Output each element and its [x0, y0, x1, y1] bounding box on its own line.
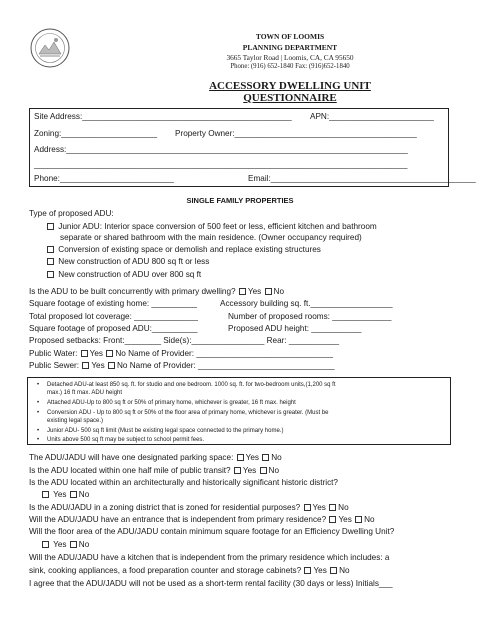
checkbox-icon[interactable] — [47, 246, 54, 253]
checkbox-icon[interactable] — [329, 504, 336, 511]
floor-area-answer: Yes No — [41, 540, 89, 550]
accessory-sqft-field[interactable]: Accessory building sq. ft.__________________ — [220, 299, 393, 308]
bullet-icon: • — [37, 437, 40, 443]
site-address-field[interactable]: Site Address:______________________________________________ — [34, 112, 292, 121]
historic-answer: Yes No — [41, 490, 89, 500]
adu-type-junior-cont: separate or shared bathroom with the main residence. (Owner occupancy required) — [60, 233, 362, 242]
checkbox-icon[interactable] — [260, 467, 267, 474]
checkbox-icon[interactable] — [330, 567, 337, 574]
address-field[interactable]: Address:___________________________________________________________________________ — [34, 145, 408, 154]
checkbox-icon[interactable] — [237, 454, 244, 461]
lot-coverage-field[interactable]: Total proposed lot coverage: ______________ — [29, 312, 198, 321]
question-parking: The ADU/JADU will have one designated parking space: Yes No — [29, 453, 282, 462]
checkbox-icon[interactable] — [304, 567, 311, 574]
zoning-field[interactable]: Zoning:_____________________ — [34, 129, 157, 138]
adu-type-junior[interactable]: Junior ADU: Interior space conversion of 500 feet or less, efficient kitchen and bathroom — [46, 222, 377, 232]
form-subtitle: QUESTIONNAIRE — [243, 92, 337, 104]
checkbox-icon[interactable] — [82, 362, 89, 369]
checkbox-icon[interactable] — [106, 350, 113, 357]
note-conversion-cont: existing legal space.) — [47, 418, 104, 424]
adu-type-conversion[interactable]: Conversion of existing space or demolish and replace existing structures — [46, 245, 321, 255]
department-name: PLANNING DEPARTMENT — [242, 43, 338, 52]
bullet-icon: • — [37, 428, 40, 434]
question-kitchen: Will the ADU/JADU have a kitchen that is independent from the primary residence which includes: a — [29, 553, 390, 562]
setbacks-field[interactable]: Proposed setbacks: Front:________ Side(s):________________ Rear: ___________ — [29, 336, 339, 345]
checkbox-icon[interactable] — [329, 516, 336, 523]
concurrent-question: Is the ADU to be built concurrently with primary dwelling? Yes No — [29, 287, 284, 296]
adu-height-field[interactable]: Proposed ADU height: ___________ — [228, 324, 362, 333]
rooms-field[interactable]: Number of proposed rooms: _____________ — [228, 312, 392, 321]
checkbox-icon[interactable] — [265, 288, 272, 295]
question-floor-area: Will the floor area of the ADU/JADU contain minimum square footage for an Efficiency Dwelling Unit? — [29, 527, 395, 536]
note-junior: Junior ADU- 500 sq ft limit (Must be existing legal space connected to the primary home.) — [47, 428, 284, 434]
note-school-fees: Units above 500 sq ft may be subject to school permit fees. — [47, 437, 205, 443]
form-title: ACCESSORY DWELLING UNIT — [209, 80, 371, 92]
question-kitchen-cont: sink, cooking appliances, a food preparation counter and storage cabinets? Yes No — [29, 566, 350, 575]
phone-fax: Phone: (916) 652-1840 Fax: (916)652-1840 — [230, 63, 350, 70]
checkbox-icon[interactable] — [262, 454, 269, 461]
town-seal-logo — [30, 28, 70, 68]
checkbox-icon[interactable] — [47, 271, 54, 278]
checkbox-icon[interactable] — [42, 541, 49, 548]
checkbox-icon[interactable] — [239, 288, 246, 295]
town-name: TOWN OF LOOMIS — [255, 32, 325, 41]
checkbox-icon[interactable] — [70, 491, 77, 498]
checkbox-icon[interactable] — [355, 516, 362, 523]
checkbox-icon[interactable] — [47, 258, 54, 265]
checkbox-icon[interactable] — [81, 350, 88, 357]
property-owner-field[interactable]: Property Owner:________________________________________ — [175, 129, 417, 138]
checkbox-icon[interactable] — [108, 362, 115, 369]
adu-type-new-small[interactable]: New construction of ADU 800 sq ft or less — [46, 257, 209, 267]
public-sewer-row: Public Sewer: Yes No Name of Provider: ______________________________ — [29, 361, 335, 370]
note-conversion: Conversion ADU - Up to 800 sq ft or 50% of the floor area of primary home, whichever is greater. (Must be — [47, 410, 329, 416]
note-detached: Detached ADU-at least 850 sq. ft. for studio and one bedroom. 1000 sq. ft. for two-bedroom units,(1,200 sq ft — [47, 382, 336, 388]
checkbox-icon[interactable] — [304, 504, 311, 511]
question-transit: Is the ADU located within one half mile of public transit? Yes No — [29, 466, 279, 475]
adu-sqft-field[interactable]: Square footage of proposed ADU:__________ — [29, 324, 198, 333]
phone-field[interactable]: Phone:_________________________ — [34, 174, 174, 183]
checkbox-icon[interactable] — [42, 491, 49, 498]
note-attached: Attached ADU-Up to 800 sq ft or 50% of primary home, whichever is greater, 16 ft max. height — [47, 400, 296, 406]
email-field[interactable]: Email:_____________________________________________ — [248, 174, 476, 183]
bullet-icon: • — [37, 400, 40, 406]
existing-sqft-field[interactable]: Square footage of existing home: __________ — [29, 299, 197, 308]
checkbox-icon[interactable] — [234, 467, 241, 474]
question-entrance: Will the ADU/JADU have an entrance that is independent from primary residence? Yes No — [29, 515, 375, 524]
apn-field[interactable]: APN:_______________________ — [310, 112, 434, 121]
bullet-icon: • — [37, 382, 40, 388]
adu-type-new-large[interactable]: New construction of ADU over 800 sq ft — [46, 270, 201, 280]
checkbox-icon[interactable] — [47, 223, 54, 230]
question-historic: Is the ADU located within an architecturally and historically significant historic district? — [29, 478, 338, 487]
department-address: 3665 Taylor Road | Loomis, CA, CA 95650 — [226, 53, 354, 62]
question-zoning: Is the ADU/JADU in a zoning district that is zoned for residential purposes? Yes No — [29, 503, 349, 512]
section-title: SINGLE FAMILY PROPERTIES — [186, 196, 294, 205]
checkbox-icon[interactable] — [70, 541, 77, 548]
bullet-icon: • — [37, 410, 40, 416]
public-water-row: Public Water: Yes No Name of Provider: ______________________________ — [29, 349, 333, 358]
note-detached-cont: max.) 16 ft max. ADU height — [47, 390, 123, 396]
short-term-rental-agreement[interactable]: I agree that the ADU/JADU will not be used as a short-term rental facility (30 days or less) Initials___ — [29, 579, 393, 588]
adu-type-label: Type of proposed ADU: — [29, 209, 114, 218]
address-field-line2[interactable]: __________________________________________________________________________________ — [34, 160, 408, 169]
